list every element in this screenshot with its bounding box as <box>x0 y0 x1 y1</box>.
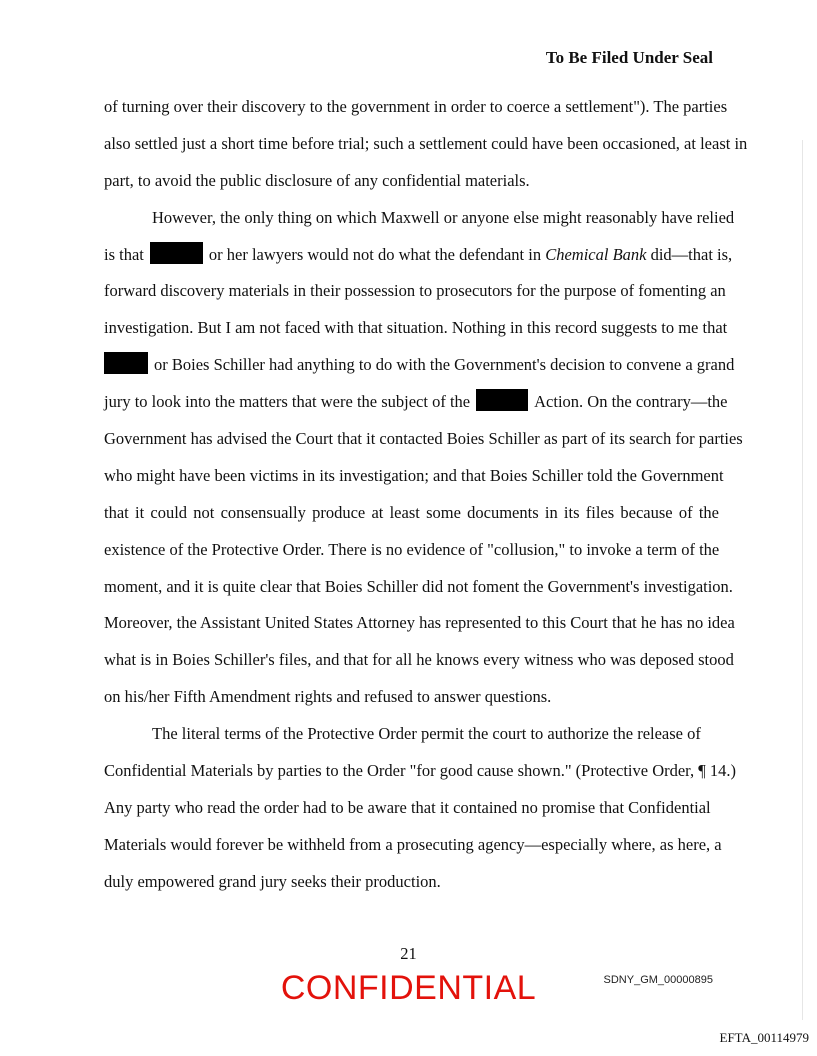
efta-number: EFTA_00114979 <box>719 1030 809 1045</box>
text-line: of turning over their discovery to the government in order to coerce a settlement"). The parties <box>104 97 728 116</box>
redaction-box <box>104 352 148 374</box>
text-line: The literal terms of the Protective Order permit the court to authorize the release of <box>152 724 701 744</box>
bates-number: SDNY_GM_00000895 <box>603 974 713 986</box>
text-line: investigation. But I am not faced with that situation. Nothing in this record suggests to me that <box>104 318 728 338</box>
text-line <box>104 237 733 274</box>
text-fragment: did—that is, <box>650 244 733 264</box>
text-line: duly empowered grand jury seeks their production. <box>104 871 441 891</box>
text-line: moment, and it is quite clear that Boies Schiller did not foment the Government's investigation. <box>104 576 733 596</box>
text-line: who might have been victims in its investigation; and that Boies Schiller told the Government <box>104 465 724 485</box>
text-line: that it could not consensually produce at least some documents in its files because of the <box>104 502 719 522</box>
case-name: Chemical Bank <box>545 244 647 264</box>
text-line: Confidential Materials by parties to the Order "for good cause shown." (Protective Order, ¶ 14.) <box>104 761 736 781</box>
text-line: on his/her Fifth Amendment rights and refused to answer questions. <box>104 687 552 707</box>
text-line: forward discovery materials in their possession to prosecutors for the purpose of fomenting an <box>104 281 726 301</box>
text-line <box>104 347 735 384</box>
text-fragment: is that <box>104 244 144 264</box>
text-fragment: jury to look into the matters that were the subject of the <box>104 392 471 412</box>
confidential-stamp: CONFIDENTIAL <box>280 969 537 1007</box>
text-line: also settled just a short time before trial; such a settlement could have been occasioned, at least in <box>104 133 748 153</box>
text-line: what is in Boies Schiller's files, and that for all he knows every witness who was deposed stood <box>104 650 734 670</box>
text-line: Government has advised the Court that it contacted Boies Schiller as part of its search for parties <box>104 429 743 449</box>
text-line <box>104 384 728 421</box>
page-number: 21 <box>400 944 417 963</box>
text-fragment: Action. On the contrary—the <box>534 392 728 412</box>
text-line: However, the only thing on which Maxwell or anyone else might reasonably have relied <box>152 207 735 227</box>
text-line: existence of the Protective Order. There is no evidence of "collusion," to invoke a term of the <box>104 539 720 559</box>
seal-notice: To Be Filed Under Seal <box>545 48 713 67</box>
text-fragment: or her lawyers would not do what the defendant in <box>208 244 542 264</box>
scan-edge-line <box>802 140 803 1020</box>
body-text <box>104 89 748 901</box>
text-line: Any party who read the order had to be aware that it contained no promise that Confidential <box>104 797 711 817</box>
text-line: Materials would forever be withheld from a prosecuting agency—especially where, as here, a <box>104 834 722 854</box>
redaction-box <box>476 389 528 411</box>
text-fragment: or Boies Schiller had anything to do with the Government's decision to convene a grand <box>154 355 735 375</box>
text-line: part, to avoid the public disclosure of any confidential materials. <box>104 170 530 190</box>
text-line: Moreover, the Assistant United States Attorney has represented to this Court that he has no idea <box>104 613 735 633</box>
redaction-box <box>150 242 203 264</box>
